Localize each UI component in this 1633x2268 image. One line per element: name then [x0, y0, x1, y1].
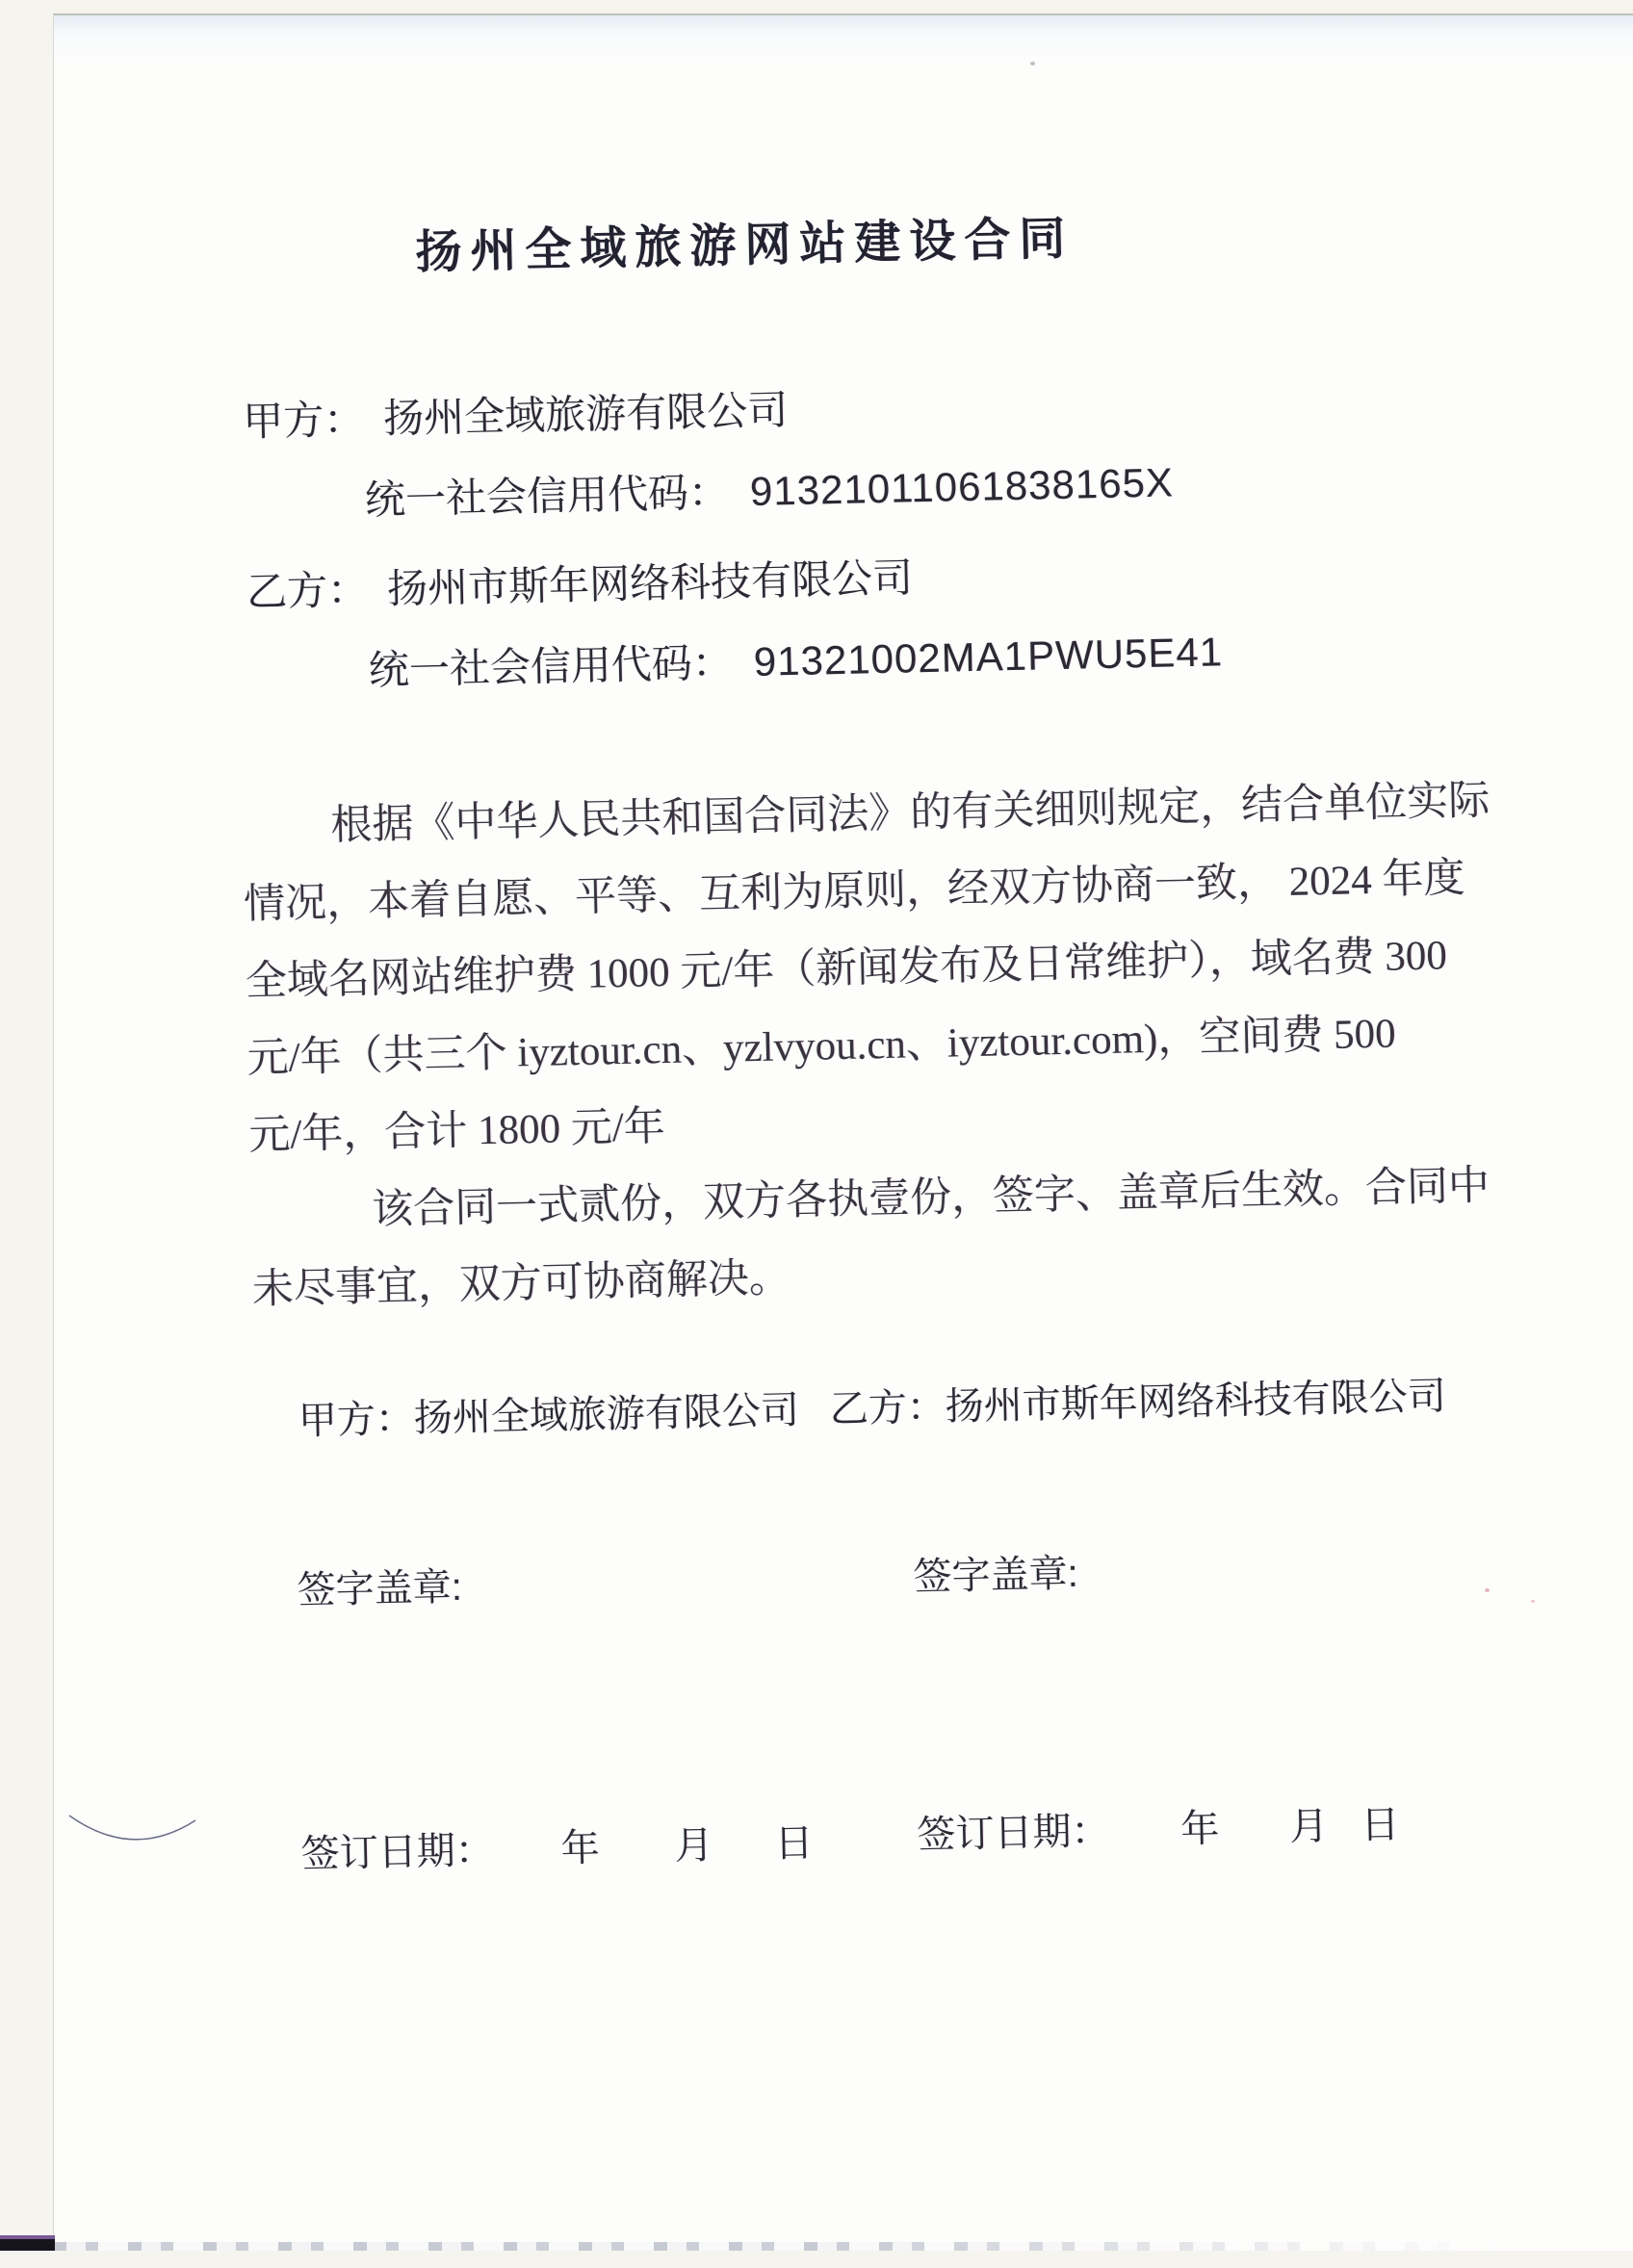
body-line-4: 元/年（共三个 iyztour.cn、yzlvyou.cn、iyztour.com)，空间费 500 — [246, 1011, 1397, 1082]
signature-parties-line — [298, 1365, 1446, 1445]
party-b-name: 扬州市斯年网络科技有限公司 — [386, 554, 914, 612]
sign-seal-label-right: 签字盖章: — [913, 1552, 1079, 1599]
party-a-line — [243, 378, 789, 448]
body-line-2: 情况，本着自愿、平等、互利为原则，经双方协商一致， 2024 年度 — [243, 855, 1465, 928]
sign-date-month-left: 月 — [674, 1824, 714, 1869]
party-a-credit-code-line — [364, 451, 1174, 526]
scan-speck — [1531, 1600, 1535, 1603]
body-line-1: 根据《中华人民共和国合同法》的有关细则规定，结合单位实际 — [329, 778, 1490, 849]
party-b-credit-code-value: 91321002MA1PWU5E41 — [753, 629, 1224, 684]
sign-date-day-right: 日 — [1360, 1803, 1400, 1847]
sign-date-label-left: 签订日期： — [300, 1829, 495, 1876]
scan-crease-path — [69, 1816, 195, 1840]
scan-noise-band — [53, 2242, 1497, 2251]
scanned-paper-sheet — [53, 13, 1633, 2251]
party-a-label: 甲方： — [242, 396, 365, 445]
party-a-name: 扬州全域旅游有限公司 — [382, 387, 789, 442]
sign-date-group-left — [300, 1812, 841, 1876]
party-b-label: 乙方： — [246, 566, 369, 615]
body-line-5: 元/年，合计 1800 元/年 — [247, 1104, 666, 1159]
body-line-3: 全域名网站维护费 1000 元/年（新闻发布及日常维护），域名费 300 — [245, 933, 1448, 1005]
party-a-credit-code-label: 统一社会信用代码： — [364, 469, 730, 523]
scan-speck — [1485, 1588, 1490, 1592]
contract-content — [32, 0, 1633, 2268]
sign-date-year-left: 年 — [560, 1826, 601, 1870]
party-b-credit-code-label: 统一社会信用代码： — [368, 639, 734, 693]
sign-date-day-left: 日 — [774, 1821, 815, 1866]
sign-seal-label-left: 签字盖章: — [297, 1565, 463, 1612]
signature-party-a: 甲方：扬州全域旅游有限公司 — [298, 1389, 800, 1443]
sign-date-label-right: 签订日期： — [916, 1810, 1110, 1857]
scan-speck — [1030, 62, 1035, 65]
sign-date-year-right: 年 — [1179, 1807, 1220, 1851]
party-b-credit-code-line — [368, 620, 1223, 696]
body-line-7: 未尽事宜，双方可协商解决。 — [251, 1255, 791, 1313]
body-line-6: 该合同一式贰份，双方各执壹份，签字、盖章后生效。合同中 — [371, 1163, 1490, 1233]
scan-corner-mark — [0, 2235, 55, 2251]
contract-title: 扬州全域旅游网站建设合同 — [414, 213, 1075, 279]
sign-date-group-right — [916, 1792, 1457, 1857]
signature-party-b: 乙方：扬州市斯年网络科技有限公司 — [829, 1375, 1447, 1431]
scan-crease-arc — [58, 1805, 202, 1872]
sign-date-month-right: 月 — [1288, 1805, 1329, 1849]
party-b-line — [246, 546, 913, 618]
party-a-credit-code-value: 91321011061838165X — [749, 459, 1175, 514]
